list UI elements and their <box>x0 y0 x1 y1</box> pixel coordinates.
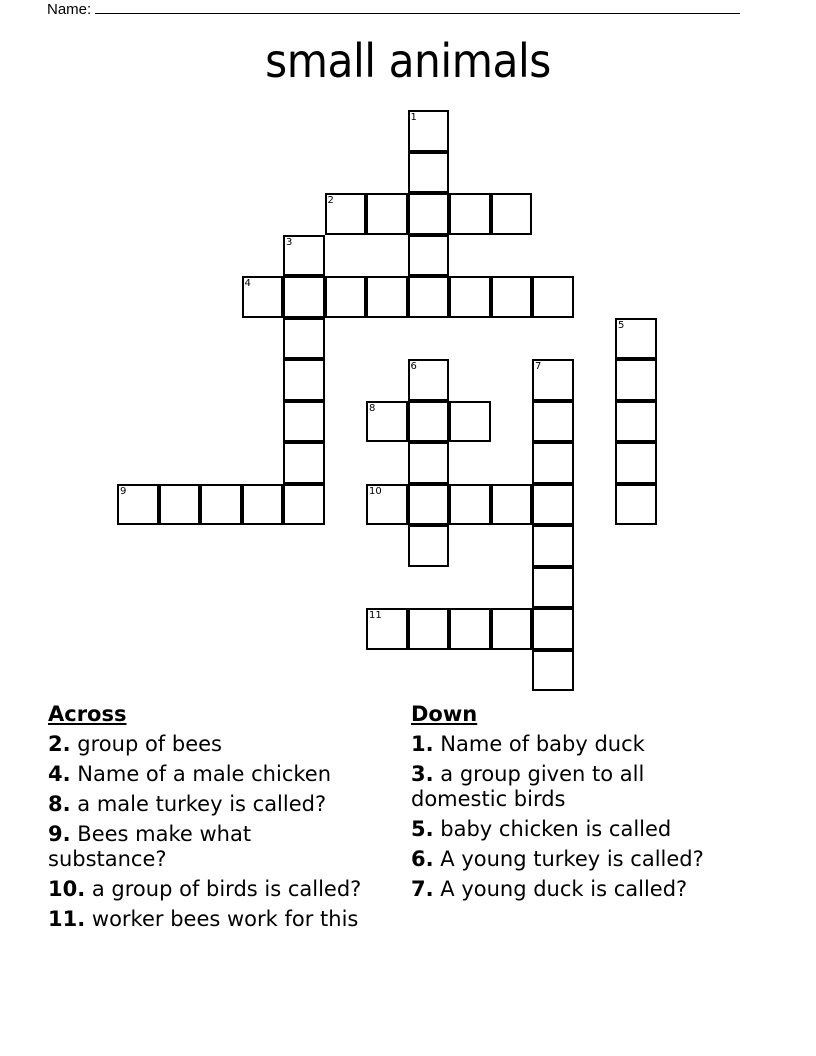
clue-across-4 <box>48 762 398 787</box>
clue-text: Name of baby duck <box>440 732 645 756</box>
grid-cell[interactable] <box>117 484 159 526</box>
clue-number: 9. <box>48 822 71 846</box>
grid-cell[interactable] <box>615 318 657 360</box>
page-title: small animals <box>265 34 551 88</box>
cell-number: 9 <box>120 485 127 497</box>
grid-cell[interactable] <box>615 359 657 401</box>
down-heading: Down <box>411 702 478 726</box>
grid-cell[interactable] <box>283 235 325 277</box>
grid-cell[interactable] <box>159 484 201 526</box>
clue-text: a male turkey is called? <box>77 792 327 816</box>
grid-cell[interactable] <box>408 110 450 152</box>
cell-number: 4 <box>244 278 251 289</box>
clue-across-10 <box>48 877 398 902</box>
grid-cell[interactable] <box>449 484 491 526</box>
clue-number: 8. <box>48 792 71 816</box>
cell-number: 2 <box>327 195 334 206</box>
grid-cell[interactable] <box>532 442 574 484</box>
cell-number: 6 <box>410 361 417 372</box>
clue-number: 7. <box>411 877 434 901</box>
grid-cell[interactable] <box>491 193 533 235</box>
grid-cell[interactable] <box>615 484 657 526</box>
clue-number: 1. <box>411 732 434 756</box>
grid-cell[interactable] <box>615 442 657 484</box>
grid-cell[interactable] <box>532 359 574 401</box>
cell-number: 7 <box>535 361 542 372</box>
clue-down-5 <box>411 817 751 842</box>
grid-cell[interactable] <box>366 276 408 318</box>
clue-text: A young duck is called? <box>440 877 688 901</box>
grid-cell[interactable] <box>408 608 450 650</box>
clue-number: 4. <box>48 762 71 786</box>
grid-cell[interactable] <box>283 484 325 526</box>
name-label: Name: <box>47 1 92 18</box>
grid-cell[interactable] <box>283 276 325 318</box>
grid-cell[interactable] <box>449 276 491 318</box>
clue-across-8 <box>48 792 398 817</box>
down-clues <box>411 702 751 907</box>
clue-text: Name of a male chicken <box>77 762 332 786</box>
grid-cell[interactable] <box>408 359 450 401</box>
grid-cell[interactable] <box>325 276 367 318</box>
grid-cell[interactable] <box>408 525 450 567</box>
grid-cell[interactable] <box>408 193 450 235</box>
grid-cell[interactable] <box>408 276 450 318</box>
grid-cell[interactable] <box>283 318 325 360</box>
grid-cell[interactable] <box>283 442 325 484</box>
grid-cell[interactable] <box>449 193 491 235</box>
cell-number: 1 <box>410 112 417 123</box>
clue-text: A young turkey is called? <box>440 847 704 871</box>
grid-cell[interactable] <box>242 276 284 318</box>
clue-text: Bees make what substance? <box>48 822 252 871</box>
across-clues <box>48 702 398 937</box>
grid-cell[interactable] <box>449 401 491 443</box>
clue-down-6 <box>411 847 751 872</box>
clue-text: group of bees <box>77 732 222 756</box>
clue-text: a group given to all domestic birds <box>411 762 645 811</box>
clue-across-9 <box>48 822 278 872</box>
cell-number: 5 <box>618 319 625 331</box>
clue-number: 3. <box>411 762 434 786</box>
grid-cell[interactable] <box>491 608 533 650</box>
cell-number: 8 <box>369 402 376 414</box>
clue-number: 5. <box>411 817 434 841</box>
clue-number: 11. <box>48 907 86 931</box>
grid-cell[interactable] <box>491 484 533 526</box>
cell-number: 11 <box>369 610 382 621</box>
clue-across-11 <box>48 907 398 932</box>
grid-cell[interactable] <box>200 484 242 526</box>
grid-cell[interactable] <box>408 235 450 277</box>
grid-cell[interactable] <box>408 401 450 443</box>
clue-down-7 <box>411 877 751 902</box>
cell-number: 3 <box>286 236 293 248</box>
grid-cell[interactable] <box>408 442 450 484</box>
clue-number: 6. <box>411 847 434 871</box>
grid-cell[interactable] <box>532 276 574 318</box>
clue-down-1 <box>411 732 751 757</box>
grid-cell[interactable] <box>532 484 574 526</box>
clue-text: baby chicken is called <box>440 817 672 841</box>
grid-cell[interactable] <box>283 359 325 401</box>
grid-cell[interactable] <box>532 608 574 650</box>
grid-cell[interactable] <box>242 484 284 526</box>
grid-cell[interactable] <box>532 525 574 567</box>
grid-cell[interactable] <box>283 401 325 443</box>
grid-cell[interactable] <box>449 608 491 650</box>
grid-cell[interactable] <box>532 567 574 609</box>
grid-cell[interactable] <box>408 484 450 526</box>
grid-cell[interactable] <box>532 401 574 443</box>
clue-text: worker bees work for this <box>91 907 359 931</box>
clue-across-2 <box>48 732 398 757</box>
grid-cell[interactable] <box>366 484 408 526</box>
clue-number: 10. <box>48 877 86 901</box>
grid-cell[interactable] <box>615 401 657 443</box>
clue-text: a group of birds is called? <box>91 877 362 901</box>
grid-cell[interactable] <box>366 401 408 443</box>
grid-cell[interactable] <box>325 193 367 235</box>
grid-cell[interactable] <box>366 608 408 650</box>
grid-cell[interactable] <box>408 152 450 194</box>
clue-number: 2. <box>48 732 71 756</box>
across-heading: Across <box>48 702 127 726</box>
clue-down-3 <box>411 762 681 812</box>
cell-number: 10 <box>369 485 382 497</box>
grid-cell[interactable] <box>532 650 574 692</box>
grid-cell[interactable] <box>491 276 533 318</box>
grid-cell[interactable] <box>366 193 408 235</box>
